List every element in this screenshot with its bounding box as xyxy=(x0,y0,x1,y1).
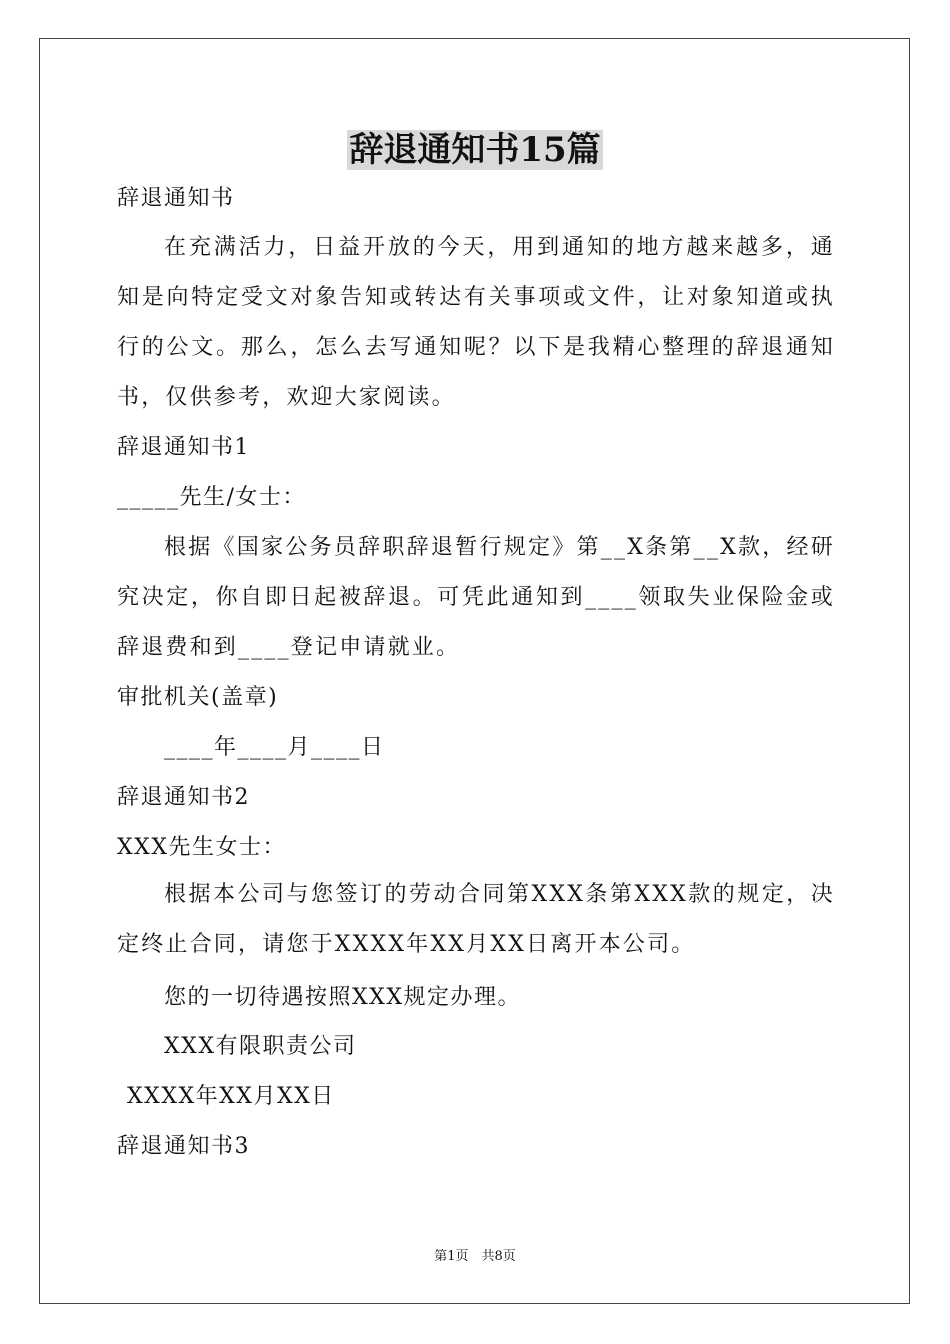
section1-heading: 辞退通知书1 xyxy=(117,435,250,460)
intro-paragraph: 在充满活力，日益开放的今天，用到通知的地方越来越多，通知是向特定受文对象告知或转达有关事项或文件，让对象知道或执行的公文。那么，怎么去写通知呢？以下是我精心整理的辞退通知书，仅供参考，欢迎大家阅读。 xyxy=(117,235,835,410)
section2-salutation: XXX先生女士： xyxy=(117,835,286,860)
section1-date: ____年____月____日 xyxy=(164,735,385,760)
section1-authority: 审批机关(盖章) xyxy=(117,685,279,710)
section1-salutation: _____先生/女士： xyxy=(117,485,306,510)
subtitle: 辞退通知书 xyxy=(117,186,235,211)
section2-company: XXX有限职责公司 xyxy=(164,1034,357,1059)
section3-heading: 辞退通知书3 xyxy=(117,1134,250,1159)
page-footer: 第1页 共8页 xyxy=(434,1249,516,1264)
document-title: 辞退通知书15篇 xyxy=(349,130,601,170)
section1-body: 根据《国家公务员辞职辞退暂行规定》第__X条第__X款，经研究决定，你自即日起被辞退。可凭此通知到____领取失业保险金或辞退费和到____登记申请就业。 xyxy=(117,535,835,660)
section2-heading: 辞退通知书2 xyxy=(117,785,250,810)
section2-body2: 您的一切待遇按照XXX规定办理。 xyxy=(164,985,521,1010)
section2-body: 根据本公司与您签订的劳动合同第XXX条第XXX款的规定，决定终止合同，请您于XXXX年XX月XX日离开本公司。 xyxy=(117,882,835,957)
section2-date: XXXX年XX月XX日 xyxy=(127,1084,335,1109)
